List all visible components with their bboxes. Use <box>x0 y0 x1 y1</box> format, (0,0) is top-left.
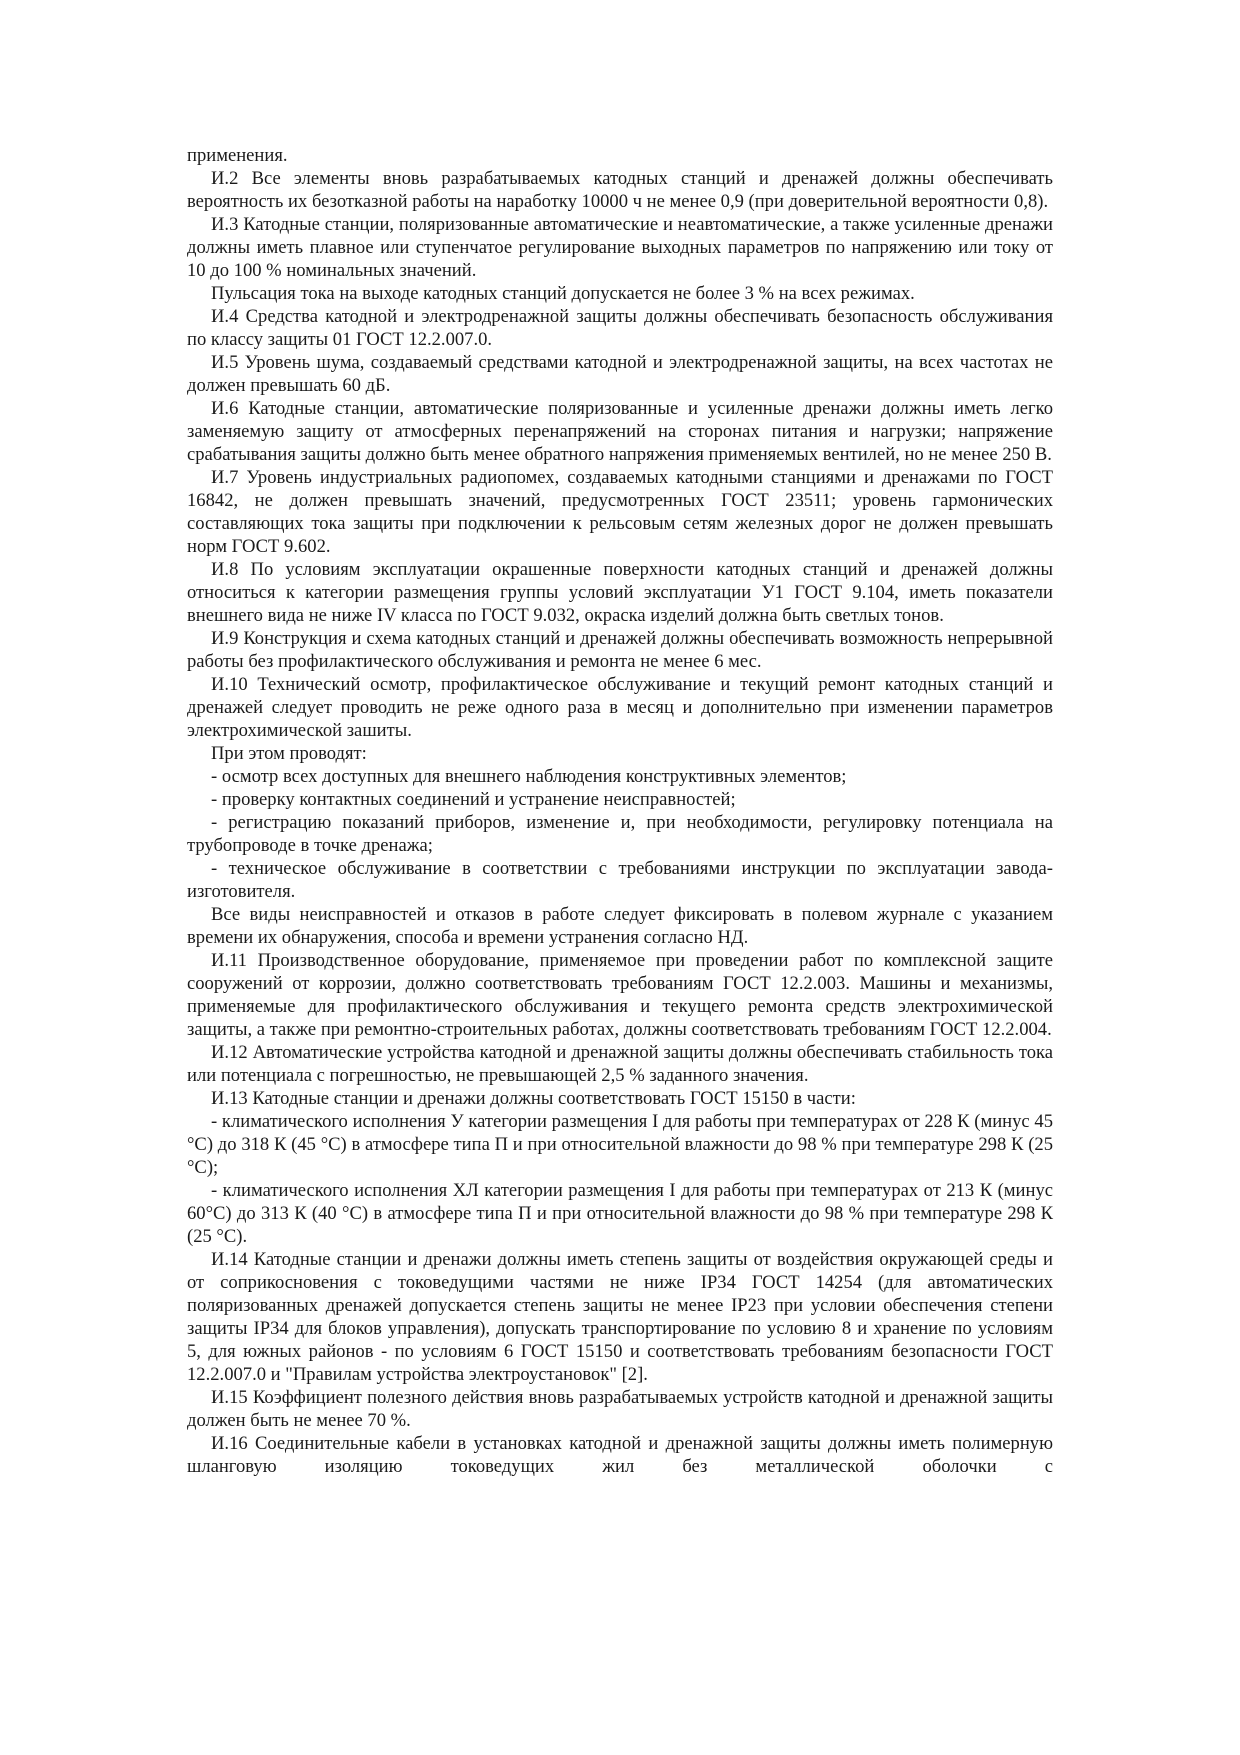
list-item-registration: - регистрацию показаний приборов, изменение и, при необходимости, регулировку потенциала на трубопроводе в точке дренажа; <box>187 812 1053 856</box>
paragraph-i6: И.6 Катодные станции, автоматические поляризованные и усиленные дренажи должны иметь легко заменяемую защиту от атмосферных перенапряжений на сторонах питания и нагрузки; напряжение срабатывания защиты должно быть менее обратного напряжения применяемых вентилей, но не менее 250 В. <box>187 398 1053 465</box>
paragraph-i12: И.12 Автоматические устройства катодной и дренажной защиты должны обеспечивать стабильность тока или потенциала с погрешностью, не превышающей 2,5 % заданного значения. <box>187 1042 1053 1086</box>
paragraph-i9: И.9 Конструкция и схема катодных станций и дренажей должны обеспечивать возможность непрерывной работы без профилактического обслуживания и ремонта не менее 6 мес. <box>187 628 1053 672</box>
paragraph-i2: И.2 Все элементы вновь разрабатываемых катодных станций и дренажей должны обеспечивать вероятность их безотказной работы на наработку 10000 ч не менее 0,9 (при доверительной вероятности 0,8). <box>187 168 1053 212</box>
paragraph-faults-log: Все виды неисправностей и отказов в работе следует фиксировать в полевом журнале с указанием времени их обнаружения, способа и времени устранения согласно НД. <box>187 904 1053 948</box>
paragraph-i3: И.3 Катодные станции, поляризованные автоматические и неавтоматические, а также усиленные дренажи должны иметь плавное или ступенчатое регулирование выходных параметров по напряжению или току от 10 до 100 % номинальных значений. <box>187 214 1053 281</box>
list-item-climate-hl: - климатического исполнения ХЛ категории размещения I для работы при температурах от 213 К (минус 60°С) до 313 К (40 °С) в атмосфере типа П и при относительной влажности до 98 % при температуре 298 К (25 °С). <box>187 1180 1053 1247</box>
paragraph-procedure-intro: При этом проводят: <box>211 743 367 764</box>
paragraph-i4: И.4 Средства катодной и электродренажной защиты должны обеспечивать безопасность обслуживания по классу защиты 01 ГОСТ 12.2.007.0. <box>187 306 1053 350</box>
list-item-contacts: - проверку контактных соединений и устранение неисправностей; <box>211 789 736 810</box>
paragraph-i7: И.7 Уровень индустриальных радиопомех, создаваемых катодными станциями и дренажами по ГОСТ 16842, не должен превышать значений, предусмотренных ГОСТ 23511; уровень гармонических составляющих тока защиты при подключении к рельсовым сетям железных дорог не должен превышать норм ГОСТ 9.602. <box>187 467 1053 557</box>
list-item-climate-u: - климатического исполнения У категории размещения I для работы при температурах от 228 К (минус 45 °С) до 318 К (45 °С) в атмосфере типа П и при относительной влажности до 98 % при температуре 298 К (25 °С); <box>187 1111 1053 1178</box>
paragraph-i10: И.10 Технический осмотр, профилактическое обслуживание и текущий ремонт катодных станций и дренажей следует проводить не реже одного раза в месяц и дополнительно при изменении параметров электрохимической зашиты. <box>187 674 1053 741</box>
document-page <box>187 144 1053 1478</box>
paragraph-i15: И.15 Коэффициент полезного действия вновь разрабатываемых устройств катодной и дренажной защиты должен быть не менее 70 %. <box>187 1387 1053 1431</box>
list-item-maintenance: - техническое обслуживание в соответствии с требованиями инструкции по эксплуатации завода-изготовителя. <box>187 858 1053 902</box>
paragraph-i5: И.5 Уровень шума, создаваемый средствами катодной и электродренажной защиты, на всех частотах не должен превышать 60 дБ. <box>187 352 1053 396</box>
paragraph-continuation: применения. <box>187 145 288 166</box>
paragraph-i13: И.13 Катодные станции и дренажи должны соответствовать ГОСТ 15150 в части: <box>211 1088 856 1109</box>
paragraph-i8: И.8 По условиям эксплуатации окрашенные поверхности катодных станций и дренажей должны относиться к категории размещения группы условий эксплуатации У1 ГОСТ 9.104, иметь показатели внешнего вида не ниже IV класса по ГОСТ 9.032, окраска изделий должна быть светлых тонов. <box>187 559 1053 626</box>
list-item-inspection: - осмотр всех доступных для внешнего наблюдения конструктивных элементов; <box>211 766 847 787</box>
paragraph-pulsation: Пульсация тока на выходе катодных станций допускается не более 3 % на всех режимах. <box>211 283 915 304</box>
paragraph-i14: И.14 Катодные станции и дренажи должны иметь степень защиты от воздействия окружающей среды и от соприкосновения с токоведущими частями не ниже IP34 ГОСТ 14254 (для автоматических поляризованных дренажей допускается степень защиты не менее IP23 при условии обеспечения степени защиты IP34 для блоков управления), допускать транспортирование по условию 8 и хранение по условиям 5, для южных районов - по условиям 6 ГОСТ 15150 и соответствовать требованиям безопасности ГОСТ 12.2.007.0 и "Правилам устройства электроустановок" [2]. <box>187 1249 1053 1385</box>
paragraph-i16: И.16 Соединительные кабели в установках катодной и дренажной защиты должны иметь полимерную шланговую изоляцию токоведущих жил без металлической оболочки с <box>187 1433 1053 1477</box>
paragraph-i11: И.11 Производственное оборудование, применяемое при проведении работ по комплексной защите сооружений от коррозии, должно соответствовать требованиям ГОСТ 12.2.003. Машины и механизмы, применяемые для профилактического обслуживания и текущего ремонта средств электрохимической защиты, а также при ремонтно-строительных работах, должны соответствовать требованиям ГОСТ 12.2.004. <box>187 950 1053 1040</box>
